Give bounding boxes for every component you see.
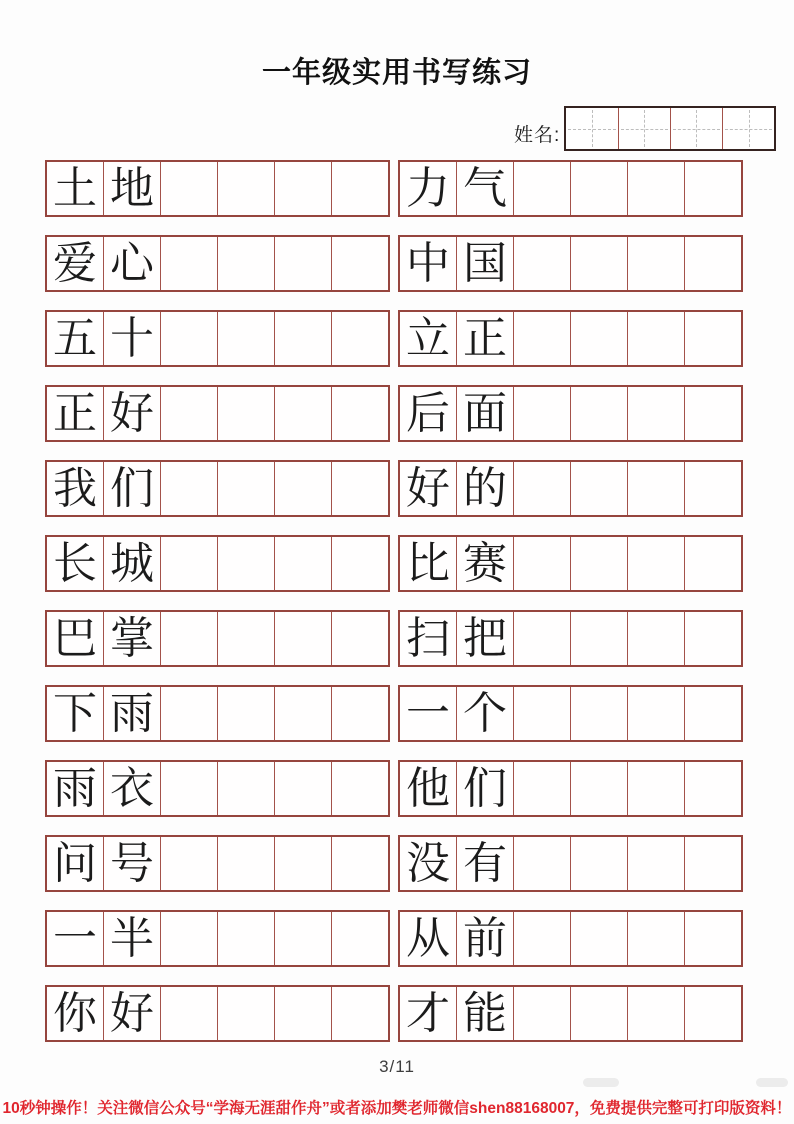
- empty-practice-cell: [513, 237, 570, 290]
- empty-practice-cell: [570, 612, 627, 665]
- empty-practice-cell: [627, 987, 684, 1040]
- practice-char-cell: [47, 762, 103, 815]
- empty-practice-cell: [684, 387, 741, 440]
- practice-character: 雨: [53, 763, 97, 814]
- empty-practice-cell: [217, 162, 274, 215]
- empty-practice-cell: [684, 987, 741, 1040]
- empty-practice-cell: [217, 387, 274, 440]
- empty-practice-cell: [331, 537, 388, 590]
- practice-row: [45, 610, 390, 667]
- empty-practice-cell: [684, 537, 741, 590]
- practice-char-cell: [47, 612, 103, 665]
- empty-practice-cell: [570, 312, 627, 365]
- practice-char-cell: [400, 687, 456, 740]
- practice-character: 十: [110, 313, 154, 364]
- watermark-smudge-icon: [583, 1078, 619, 1087]
- empty-practice-cell: [513, 612, 570, 665]
- practice-character: 地: [110, 163, 154, 214]
- practice-row: [398, 910, 743, 967]
- practice-character: 心: [110, 238, 154, 289]
- empty-practice-cell: [160, 612, 217, 665]
- empty-practice-cell: [684, 762, 741, 815]
- practice-char-cell: [103, 987, 160, 1040]
- practice-row: [45, 760, 390, 817]
- practice-character: 好: [406, 463, 450, 514]
- empty-practice-cell: [160, 687, 217, 740]
- empty-practice-cell: [684, 312, 741, 365]
- empty-practice-cell: [570, 687, 627, 740]
- empty-practice-cell: [627, 912, 684, 965]
- practice-char-cell: [400, 912, 456, 965]
- practice-character: 下: [53, 688, 97, 739]
- practice-character: 正: [463, 313, 507, 364]
- name-grid-cell: [566, 108, 617, 149]
- practice-char-cell: [47, 312, 103, 365]
- practice-character: 们: [110, 463, 154, 514]
- practice-character: 赛: [463, 538, 507, 589]
- empty-practice-cell: [274, 462, 331, 515]
- empty-practice-cell: [274, 987, 331, 1040]
- empty-practice-cell: [513, 762, 570, 815]
- empty-practice-cell: [627, 762, 684, 815]
- empty-practice-cell: [160, 312, 217, 365]
- practice-char-cell: [400, 312, 456, 365]
- empty-practice-cell: [331, 687, 388, 740]
- practice-char-cell: [400, 612, 456, 665]
- practice-char-cell: [456, 762, 513, 815]
- practice-char-cell: [456, 462, 513, 515]
- name-field: [514, 106, 776, 151]
- empty-practice-cell: [217, 537, 274, 590]
- empty-practice-cell: [513, 537, 570, 590]
- empty-practice-cell: [513, 987, 570, 1040]
- practice-char-cell: [47, 537, 103, 590]
- practice-row: [398, 760, 743, 817]
- practice-character: 面: [463, 388, 507, 439]
- practice-row: [45, 535, 390, 592]
- practice-char-cell: [400, 762, 456, 815]
- empty-practice-cell: [217, 687, 274, 740]
- practice-character: 气: [463, 163, 507, 214]
- practice-char-cell: [103, 762, 160, 815]
- empty-practice-cell: [570, 537, 627, 590]
- empty-practice-cell: [160, 912, 217, 965]
- name-grid-cell: [618, 108, 670, 149]
- empty-practice-cell: [513, 837, 570, 890]
- practice-row: [45, 910, 390, 967]
- practice-character: 们: [463, 763, 507, 814]
- practice-character: 才: [406, 988, 450, 1039]
- practice-character: 爱: [53, 238, 97, 289]
- empty-practice-cell: [217, 837, 274, 890]
- empty-practice-cell: [570, 462, 627, 515]
- empty-practice-cell: [274, 237, 331, 290]
- practice-row: [398, 310, 743, 367]
- practice-character: 掌: [110, 613, 154, 664]
- practice-character: 城: [110, 538, 154, 589]
- practice-row: [398, 385, 743, 442]
- practice-char-cell: [47, 837, 103, 890]
- practice-row: [398, 985, 743, 1042]
- empty-practice-cell: [331, 462, 388, 515]
- empty-practice-cell: [627, 387, 684, 440]
- practice-row: [398, 160, 743, 217]
- practice-char-cell: [47, 912, 103, 965]
- practice-row: [398, 235, 743, 292]
- practice-character: 前: [463, 913, 507, 964]
- practice-character: 有: [463, 838, 507, 889]
- empty-practice-cell: [217, 912, 274, 965]
- empty-practice-cell: [513, 687, 570, 740]
- empty-practice-cell: [627, 612, 684, 665]
- empty-practice-cell: [274, 162, 331, 215]
- practice-row: [398, 535, 743, 592]
- empty-practice-cell: [274, 312, 331, 365]
- empty-practice-cell: [513, 462, 570, 515]
- practice-char-cell: [456, 312, 513, 365]
- practice-char-cell: [400, 162, 456, 215]
- practice-char-cell: [456, 987, 513, 1040]
- empty-practice-cell: [160, 162, 217, 215]
- page-number: 3/11: [379, 1057, 415, 1076]
- name-grid: [564, 106, 776, 151]
- empty-practice-cell: [331, 162, 388, 215]
- practice-row: [45, 160, 390, 217]
- empty-practice-cell: [274, 612, 331, 665]
- practice-character: 土: [53, 163, 97, 214]
- practice-character: 力: [406, 163, 450, 214]
- empty-practice-cell: [627, 462, 684, 515]
- empty-practice-cell: [274, 837, 331, 890]
- empty-practice-cell: [160, 462, 217, 515]
- empty-practice-cell: [331, 837, 388, 890]
- empty-practice-cell: [331, 987, 388, 1040]
- practice-column-right: [398, 160, 743, 1060]
- practice-char-cell: [400, 987, 456, 1040]
- practice-char-cell: [400, 537, 456, 590]
- empty-practice-cell: [513, 912, 570, 965]
- practice-character: 雨: [110, 688, 154, 739]
- practice-character: 扫: [406, 613, 450, 664]
- name-grid-cell: [722, 108, 774, 149]
- practice-char-cell: [400, 462, 456, 515]
- practice-character: 中: [406, 238, 450, 289]
- practice-char-cell: [47, 237, 103, 290]
- empty-practice-cell: [331, 762, 388, 815]
- practice-char-cell: [103, 837, 160, 890]
- practice-character: 好: [110, 988, 154, 1039]
- practice-char-cell: [456, 687, 513, 740]
- empty-practice-cell: [684, 837, 741, 890]
- empty-practice-cell: [570, 387, 627, 440]
- practice-char-cell: [456, 162, 513, 215]
- practice-char-cell: [400, 237, 456, 290]
- empty-practice-cell: [627, 537, 684, 590]
- practice-row: [398, 460, 743, 517]
- page-title: 一年级实用书写练习: [261, 57, 532, 89]
- name-grid-cell: [670, 108, 722, 149]
- practice-character: 国: [463, 238, 507, 289]
- practice-character: 巴: [53, 613, 97, 664]
- empty-practice-cell: [217, 237, 274, 290]
- empty-practice-cell: [684, 162, 741, 215]
- empty-practice-cell: [627, 837, 684, 890]
- empty-practice-cell: [684, 612, 741, 665]
- practice-character: 的: [463, 463, 507, 514]
- empty-practice-cell: [570, 162, 627, 215]
- name-label: 姓名:: [514, 125, 561, 146]
- practice-character: 一: [406, 688, 450, 739]
- practice-row: [45, 310, 390, 367]
- practice-character: 能: [463, 988, 507, 1039]
- empty-practice-cell: [274, 387, 331, 440]
- practice-char-cell: [103, 537, 160, 590]
- empty-practice-cell: [513, 162, 570, 215]
- practice-char-cell: [456, 537, 513, 590]
- empty-practice-cell: [160, 237, 217, 290]
- practice-row: [398, 685, 743, 742]
- practice-char-cell: [456, 237, 513, 290]
- practice-row: [45, 985, 390, 1042]
- practice-character: 你: [53, 988, 97, 1039]
- empty-practice-cell: [331, 312, 388, 365]
- empty-practice-cell: [274, 537, 331, 590]
- empty-practice-cell: [331, 912, 388, 965]
- practice-character: 后: [406, 388, 450, 439]
- practice-char-cell: [103, 387, 160, 440]
- practice-character: 个: [463, 688, 507, 739]
- empty-practice-cell: [684, 687, 741, 740]
- empty-practice-cell: [513, 312, 570, 365]
- empty-practice-cell: [627, 162, 684, 215]
- empty-practice-cell: [274, 912, 331, 965]
- empty-practice-cell: [570, 237, 627, 290]
- practice-char-cell: [47, 462, 103, 515]
- practice-character: 我: [53, 463, 97, 514]
- empty-practice-cell: [570, 912, 627, 965]
- empty-practice-cell: [160, 762, 217, 815]
- empty-practice-cell: [684, 462, 741, 515]
- empty-practice-cell: [274, 762, 331, 815]
- empty-practice-cell: [217, 462, 274, 515]
- empty-practice-cell: [513, 387, 570, 440]
- practice-char-cell: [103, 162, 160, 215]
- empty-practice-cell: [160, 837, 217, 890]
- practice-row: [398, 835, 743, 892]
- practice-character: 比: [406, 538, 450, 589]
- practice-row: [45, 685, 390, 742]
- practice-char-cell: [103, 687, 160, 740]
- empty-practice-cell: [217, 312, 274, 365]
- practice-row: [45, 835, 390, 892]
- empty-practice-cell: [217, 987, 274, 1040]
- empty-practice-cell: [627, 237, 684, 290]
- practice-character: 正: [53, 388, 97, 439]
- practice-character: 立: [406, 313, 450, 364]
- empty-practice-cell: [331, 237, 388, 290]
- practice-char-cell: [456, 912, 513, 965]
- practice-char-cell: [103, 612, 160, 665]
- practice-char-cell: [103, 462, 160, 515]
- practice-row: [45, 460, 390, 517]
- practice-char-cell: [400, 387, 456, 440]
- empty-practice-cell: [570, 987, 627, 1040]
- empty-practice-cell: [570, 762, 627, 815]
- empty-practice-cell: [627, 687, 684, 740]
- practice-character: 号: [110, 838, 154, 889]
- practice-char-cell: [456, 612, 513, 665]
- empty-practice-cell: [684, 912, 741, 965]
- practice-character: 从: [406, 913, 450, 964]
- practice-character: 半: [110, 913, 154, 964]
- practice-row: [45, 385, 390, 442]
- practice-character: 一: [53, 913, 97, 964]
- practice-character: 好: [110, 388, 154, 439]
- empty-practice-cell: [627, 312, 684, 365]
- practice-row: [45, 235, 390, 292]
- practice-char-cell: [47, 162, 103, 215]
- practice-char-cell: [456, 387, 513, 440]
- practice-column-left: [45, 160, 390, 1060]
- empty-practice-cell: [160, 387, 217, 440]
- practice-row: [398, 610, 743, 667]
- empty-practice-cell: [160, 537, 217, 590]
- practice-character: 衣: [110, 763, 154, 814]
- watermark-smudge-icon: [756, 1078, 788, 1087]
- empty-practice-cell: [217, 612, 274, 665]
- practice-char-cell: [400, 837, 456, 890]
- empty-practice-cell: [274, 687, 331, 740]
- practice-character: 没: [406, 838, 450, 889]
- practice-char-cell: [47, 387, 103, 440]
- practice-character: 长: [53, 538, 97, 589]
- empty-practice-cell: [160, 987, 217, 1040]
- practice-char-cell: [103, 312, 160, 365]
- practice-character: 把: [463, 613, 507, 664]
- empty-practice-cell: [331, 612, 388, 665]
- practice-char-cell: [47, 687, 103, 740]
- empty-practice-cell: [331, 387, 388, 440]
- practice-char-cell: [456, 837, 513, 890]
- practice-char-cell: [103, 912, 160, 965]
- footer-notice: 10秒钟操作！关注微信公众号“学海无涯甜作舟”或者添加樊老师微信shen88168007，免费提供完整可打印版资料！: [2, 1100, 792, 1117]
- empty-practice-cell: [217, 762, 274, 815]
- practice-character: 他: [406, 763, 450, 814]
- empty-practice-cell: [570, 837, 627, 890]
- practice-char-cell: [47, 987, 103, 1040]
- practice-char-cell: [103, 237, 160, 290]
- empty-practice-cell: [684, 237, 741, 290]
- practice-character: 五: [53, 313, 97, 364]
- practice-character: 问: [53, 838, 97, 889]
